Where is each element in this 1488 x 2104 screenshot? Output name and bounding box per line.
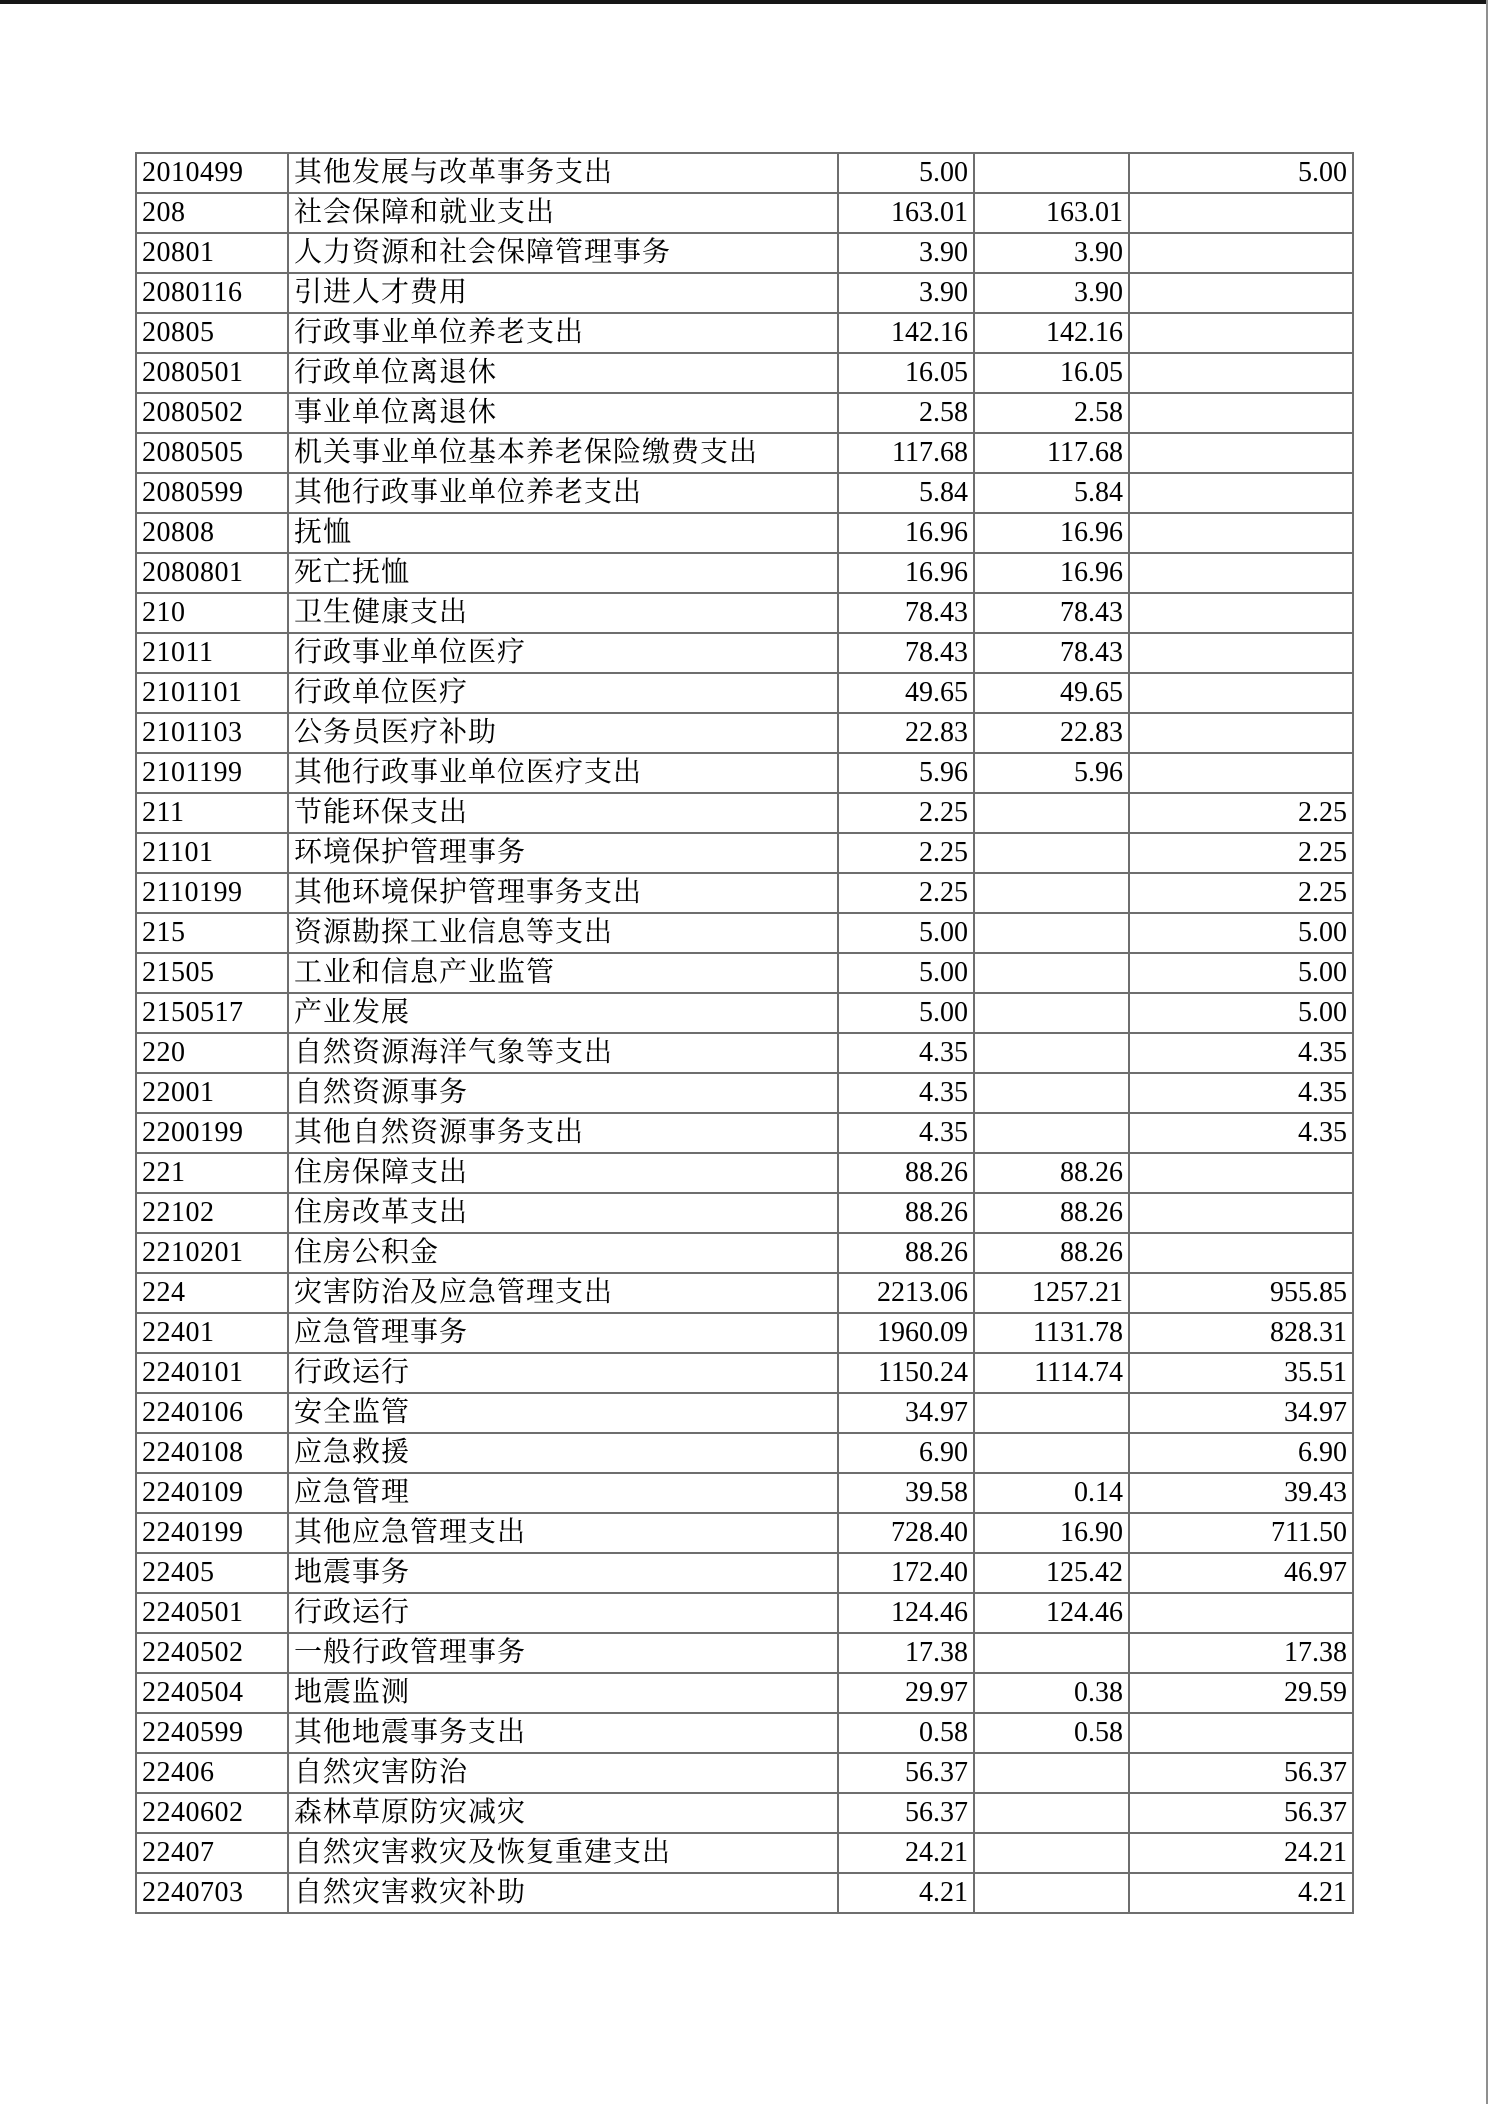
amount-col2-cell: 49.65 — [974, 673, 1129, 713]
amount-col1-cell: 88.26 — [838, 1193, 974, 1233]
table-row — [136, 1713, 1353, 1753]
table-row — [136, 433, 1353, 473]
amount-col1-cell: 78.43 — [838, 633, 974, 673]
amount-col3-cell: 5.00 — [1129, 953, 1353, 993]
amount-col1-cell: 39.58 — [838, 1473, 974, 1513]
code-cell: 2240504 — [136, 1673, 288, 1713]
amount-col1-cell: 1960.09 — [838, 1313, 974, 1353]
table-row — [136, 953, 1353, 993]
amount-col1-cell: 142.16 — [838, 313, 974, 353]
code-cell: 2240602 — [136, 1793, 288, 1833]
name-cell: 工业和信息产业监管 — [288, 953, 838, 993]
amount-col2-cell: 3.90 — [974, 233, 1129, 273]
table-row — [136, 873, 1353, 913]
amount-col1-cell: 2213.06 — [838, 1273, 974, 1313]
amount-col1-cell: 4.35 — [838, 1073, 974, 1113]
code-cell: 2200199 — [136, 1113, 288, 1153]
code-cell: 2240109 — [136, 1473, 288, 1513]
code-cell: 20808 — [136, 513, 288, 553]
name-cell: 卫生健康支出 — [288, 593, 838, 633]
table-row — [136, 1473, 1353, 1513]
amount-col3-cell — [1129, 673, 1353, 713]
amount-col3-cell — [1129, 593, 1353, 633]
amount-col3-cell: 6.90 — [1129, 1433, 1353, 1473]
amount-col3-cell: 4.35 — [1129, 1073, 1353, 1113]
amount-col1-cell: 78.43 — [838, 593, 974, 633]
code-cell: 211 — [136, 793, 288, 833]
table-row — [136, 273, 1353, 313]
amount-col2-cell — [974, 1753, 1129, 1793]
amount-col3-cell — [1129, 473, 1353, 513]
amount-col1-cell: 5.00 — [838, 993, 974, 1033]
code-cell: 2101101 — [136, 673, 288, 713]
name-cell: 自然资源海洋气象等支出 — [288, 1033, 838, 1073]
code-cell: 2240106 — [136, 1393, 288, 1433]
code-cell: 21101 — [136, 833, 288, 873]
amount-col2-cell: 124.46 — [974, 1593, 1129, 1633]
amount-col2-cell — [974, 953, 1129, 993]
amount-col1-cell: 2.58 — [838, 393, 974, 433]
amount-col3-cell: 5.00 — [1129, 153, 1353, 193]
code-cell: 2080502 — [136, 393, 288, 433]
amount-col2-cell: 3.90 — [974, 273, 1129, 313]
name-cell: 社会保障和就业支出 — [288, 193, 838, 233]
table-row — [136, 393, 1353, 433]
amount-col2-cell: 1257.21 — [974, 1273, 1129, 1313]
code-cell: 22406 — [136, 1753, 288, 1793]
table-row — [136, 833, 1353, 873]
amount-col1-cell: 16.05 — [838, 353, 974, 393]
code-cell: 2010499 — [136, 153, 288, 193]
amount-col2-cell: 0.58 — [974, 1713, 1129, 1753]
amount-col3-cell: 2.25 — [1129, 833, 1353, 873]
amount-col3-cell — [1129, 433, 1353, 473]
name-cell: 住房改革支出 — [288, 1193, 838, 1233]
amount-col1-cell: 17.38 — [838, 1633, 974, 1673]
table-row — [136, 313, 1353, 353]
table-row — [136, 1433, 1353, 1473]
code-cell: 22001 — [136, 1073, 288, 1113]
name-cell: 森林草原防灾减灾 — [288, 1793, 838, 1833]
table-row — [136, 673, 1353, 713]
amount-col1-cell: 3.90 — [838, 273, 974, 313]
amount-col2-cell: 16.05 — [974, 353, 1129, 393]
table-row — [136, 233, 1353, 273]
amount-col3-cell — [1129, 353, 1353, 393]
code-cell: 221 — [136, 1153, 288, 1193]
amount-col1-cell: 4.35 — [838, 1113, 974, 1153]
amount-col2-cell — [974, 1073, 1129, 1113]
name-cell: 灾害防治及应急管理支出 — [288, 1273, 838, 1313]
amount-col2-cell — [974, 913, 1129, 953]
code-cell: 21011 — [136, 633, 288, 673]
amount-col1-cell: 49.65 — [838, 673, 974, 713]
amount-col3-cell: 35.51 — [1129, 1353, 1353, 1393]
table-row — [136, 1553, 1353, 1593]
table-row — [136, 713, 1353, 753]
amount-col2-cell — [974, 1793, 1129, 1833]
amount-col2-cell: 1114.74 — [974, 1353, 1129, 1393]
table-row — [136, 193, 1353, 233]
name-cell: 死亡抚恤 — [288, 553, 838, 593]
code-cell: 224 — [136, 1273, 288, 1313]
amount-col1-cell: 4.35 — [838, 1033, 974, 1073]
code-cell: 2240703 — [136, 1873, 288, 1913]
amount-col3-cell: 2.25 — [1129, 873, 1353, 913]
code-cell: 2240501 — [136, 1593, 288, 1633]
amount-col2-cell: 88.26 — [974, 1193, 1129, 1233]
amount-col3-cell — [1129, 513, 1353, 553]
amount-col2-cell — [974, 993, 1129, 1033]
amount-col1-cell: 56.37 — [838, 1753, 974, 1793]
name-cell: 自然资源事务 — [288, 1073, 838, 1113]
table-row — [136, 1033, 1353, 1073]
name-cell: 公务员医疗补助 — [288, 713, 838, 753]
name-cell: 节能环保支出 — [288, 793, 838, 833]
amount-col2-cell — [974, 1873, 1129, 1913]
amount-col3-cell: 2.25 — [1129, 793, 1353, 833]
amount-col1-cell: 728.40 — [838, 1513, 974, 1553]
table-row — [136, 473, 1353, 513]
amount-col3-cell: 56.37 — [1129, 1753, 1353, 1793]
budget-expenditure-table — [135, 152, 1354, 1914]
amount-col1-cell: 22.83 — [838, 713, 974, 753]
name-cell: 资源勘探工业信息等支出 — [288, 913, 838, 953]
amount-col2-cell: 2.58 — [974, 393, 1129, 433]
amount-col2-cell: 142.16 — [974, 313, 1129, 353]
table-row — [136, 1393, 1353, 1433]
amount-col2-cell: 22.83 — [974, 713, 1129, 753]
table-row — [136, 593, 1353, 633]
code-cell: 210 — [136, 593, 288, 633]
name-cell: 安全监管 — [288, 1393, 838, 1433]
code-cell: 2080801 — [136, 553, 288, 593]
amount-col2-cell: 5.96 — [974, 753, 1129, 793]
amount-col3-cell — [1129, 1713, 1353, 1753]
amount-col1-cell: 172.40 — [838, 1553, 974, 1593]
table-row — [136, 1673, 1353, 1713]
amount-col3-cell: 29.59 — [1129, 1673, 1353, 1713]
amount-col3-cell: 5.00 — [1129, 913, 1353, 953]
code-cell: 2210201 — [136, 1233, 288, 1273]
amount-col3-cell: 39.43 — [1129, 1473, 1353, 1513]
amount-col1-cell: 5.84 — [838, 473, 974, 513]
name-cell: 抚恤 — [288, 513, 838, 553]
code-cell: 21505 — [136, 953, 288, 993]
amount-col1-cell: 56.37 — [838, 1793, 974, 1833]
code-cell: 2080505 — [136, 433, 288, 473]
table-row — [136, 913, 1353, 953]
amount-col1-cell: 34.97 — [838, 1393, 974, 1433]
amount-col3-cell: 34.97 — [1129, 1393, 1353, 1433]
amount-col3-cell — [1129, 313, 1353, 353]
amount-col3-cell: 5.00 — [1129, 993, 1353, 1033]
amount-col3-cell — [1129, 393, 1353, 433]
amount-col1-cell: 2.25 — [838, 793, 974, 833]
table-row — [136, 1273, 1353, 1313]
table-row — [136, 153, 1353, 193]
name-cell: 行政运行 — [288, 1353, 838, 1393]
code-cell: 2240101 — [136, 1353, 288, 1393]
amount-col1-cell: 2.25 — [838, 833, 974, 873]
amount-col1-cell: 6.90 — [838, 1433, 974, 1473]
amount-col2-cell: 1131.78 — [974, 1313, 1129, 1353]
amount-col3-cell: 711.50 — [1129, 1513, 1353, 1553]
amount-col3-cell: 4.35 — [1129, 1113, 1353, 1153]
name-cell: 其他地震事务支出 — [288, 1713, 838, 1753]
name-cell: 行政事业单位养老支出 — [288, 313, 838, 353]
amount-col2-cell — [974, 1833, 1129, 1873]
table-row — [136, 1313, 1353, 1353]
name-cell: 行政单位医疗 — [288, 673, 838, 713]
table-row — [136, 1113, 1353, 1153]
amount-col3-cell: 955.85 — [1129, 1273, 1353, 1313]
amount-col1-cell: 117.68 — [838, 433, 974, 473]
table-row — [136, 1753, 1353, 1793]
amount-col1-cell: 124.46 — [838, 1593, 974, 1633]
code-cell: 2150517 — [136, 993, 288, 1033]
amount-col3-cell: 828.31 — [1129, 1313, 1353, 1353]
table-row — [136, 1833, 1353, 1873]
amount-col3-cell — [1129, 273, 1353, 313]
name-cell: 自然灾害救灾及恢复重建支出 — [288, 1833, 838, 1873]
name-cell: 住房公积金 — [288, 1233, 838, 1273]
amount-col3-cell: 4.21 — [1129, 1873, 1353, 1913]
name-cell: 自然灾害救灾补助 — [288, 1873, 838, 1913]
code-cell: 2240599 — [136, 1713, 288, 1753]
table-row — [136, 793, 1353, 833]
amount-col3-cell — [1129, 1593, 1353, 1633]
amount-col2-cell: 117.68 — [974, 433, 1129, 473]
amount-col1-cell: 88.26 — [838, 1153, 974, 1193]
name-cell: 产业发展 — [288, 993, 838, 1033]
name-cell: 机关事业单位基本养老保险缴费支出 — [288, 433, 838, 473]
table-row — [136, 993, 1353, 1033]
amount-col2-cell: 78.43 — [974, 593, 1129, 633]
code-cell: 20805 — [136, 313, 288, 353]
table-row — [136, 553, 1353, 593]
amount-col2-cell: 0.14 — [974, 1473, 1129, 1513]
code-cell: 22407 — [136, 1833, 288, 1873]
amount-col2-cell — [974, 1113, 1129, 1153]
code-cell: 22401 — [136, 1313, 288, 1353]
table-row — [136, 633, 1353, 673]
amount-col3-cell — [1129, 193, 1353, 233]
name-cell: 其他应急管理支出 — [288, 1513, 838, 1553]
amount-col2-cell: 88.26 — [974, 1233, 1129, 1273]
name-cell: 其他环境保护管理事务支出 — [288, 873, 838, 913]
table-row — [136, 1233, 1353, 1273]
amount-col2-cell: 16.96 — [974, 513, 1129, 553]
code-cell: 2240199 — [136, 1513, 288, 1553]
name-cell: 地震监测 — [288, 1673, 838, 1713]
amount-col2-cell — [974, 873, 1129, 913]
amount-col1-cell: 5.96 — [838, 753, 974, 793]
code-cell: 22405 — [136, 1553, 288, 1593]
amount-col2-cell: 16.90 — [974, 1513, 1129, 1553]
amount-col1-cell: 2.25 — [838, 873, 974, 913]
amount-col3-cell — [1129, 233, 1353, 273]
amount-col3-cell — [1129, 553, 1353, 593]
table-row — [136, 1193, 1353, 1233]
amount-col1-cell: 5.00 — [838, 913, 974, 953]
code-cell: 2080501 — [136, 353, 288, 393]
table-row — [136, 1793, 1353, 1833]
amount-col3-cell — [1129, 1193, 1353, 1233]
name-cell: 行政事业单位医疗 — [288, 633, 838, 673]
amount-col1-cell: 16.96 — [838, 553, 974, 593]
table-row — [136, 753, 1353, 793]
name-cell: 人力资源和社会保障管理事务 — [288, 233, 838, 273]
amount-col1-cell: 3.90 — [838, 233, 974, 273]
table-row — [136, 1513, 1353, 1553]
table-row — [136, 1873, 1353, 1913]
amount-col1-cell: 4.21 — [838, 1873, 974, 1913]
code-cell: 20801 — [136, 233, 288, 273]
amount-col1-cell: 88.26 — [838, 1233, 974, 1273]
code-cell: 2101199 — [136, 753, 288, 793]
code-cell: 2240108 — [136, 1433, 288, 1473]
name-cell: 一般行政管理事务 — [288, 1633, 838, 1673]
name-cell: 其他自然资源事务支出 — [288, 1113, 838, 1153]
amount-col2-cell — [974, 793, 1129, 833]
code-cell: 2110199 — [136, 873, 288, 913]
name-cell: 其他行政事业单位医疗支出 — [288, 753, 838, 793]
amount-col3-cell: 4.35 — [1129, 1033, 1353, 1073]
name-cell: 地震事务 — [288, 1553, 838, 1593]
amount-col1-cell: 0.58 — [838, 1713, 974, 1753]
code-cell: 208 — [136, 193, 288, 233]
amount-col3-cell — [1129, 633, 1353, 673]
amount-col3-cell — [1129, 1153, 1353, 1193]
amount-col2-cell — [974, 1033, 1129, 1073]
name-cell: 应急管理事务 — [288, 1313, 838, 1353]
amount-col2-cell: 16.96 — [974, 553, 1129, 593]
amount-col2-cell — [974, 1433, 1129, 1473]
amount-col3-cell: 56.37 — [1129, 1793, 1353, 1833]
name-cell: 事业单位离退休 — [288, 393, 838, 433]
amount-col3-cell: 46.97 — [1129, 1553, 1353, 1593]
table-row — [136, 1633, 1353, 1673]
name-cell: 环境保护管理事务 — [288, 833, 838, 873]
amount-col3-cell — [1129, 1233, 1353, 1273]
table-row — [136, 513, 1353, 553]
amount-col3-cell — [1129, 753, 1353, 793]
table-row — [136, 1073, 1353, 1113]
amount-col1-cell: 1150.24 — [838, 1353, 974, 1393]
amount-col1-cell: 163.01 — [838, 193, 974, 233]
amount-col3-cell — [1129, 713, 1353, 753]
table-row — [136, 1153, 1353, 1193]
amount-col2-cell: 78.43 — [974, 633, 1129, 673]
name-cell: 其他行政事业单位养老支出 — [288, 473, 838, 513]
table-row — [136, 1593, 1353, 1633]
amount-col2-cell: 163.01 — [974, 193, 1129, 233]
code-cell: 2080599 — [136, 473, 288, 513]
name-cell: 自然灾害防治 — [288, 1753, 838, 1793]
amount-col2-cell — [974, 1393, 1129, 1433]
name-cell: 住房保障支出 — [288, 1153, 838, 1193]
name-cell: 引进人才费用 — [288, 273, 838, 313]
name-cell: 其他发展与改革事务支出 — [288, 153, 838, 193]
amount-col1-cell: 5.00 — [838, 153, 974, 193]
code-cell: 2101103 — [136, 713, 288, 753]
amount-col2-cell — [974, 1633, 1129, 1673]
page-top-border — [0, 0, 1488, 4]
amount-col2-cell: 125.42 — [974, 1553, 1129, 1593]
code-cell: 2240502 — [136, 1633, 288, 1673]
code-cell: 220 — [136, 1033, 288, 1073]
amount-col1-cell: 16.96 — [838, 513, 974, 553]
code-cell: 215 — [136, 913, 288, 953]
amount-col1-cell: 24.21 — [838, 1833, 974, 1873]
table-row — [136, 353, 1353, 393]
amount-col1-cell: 5.00 — [838, 953, 974, 993]
amount-col3-cell: 24.21 — [1129, 1833, 1353, 1873]
amount-col2-cell: 5.84 — [974, 473, 1129, 513]
amount-col2-cell — [974, 833, 1129, 873]
amount-col3-cell: 17.38 — [1129, 1633, 1353, 1673]
name-cell: 行政单位离退休 — [288, 353, 838, 393]
amount-col2-cell — [974, 153, 1129, 193]
name-cell: 行政运行 — [288, 1593, 838, 1633]
name-cell: 应急管理 — [288, 1473, 838, 1513]
budget-table-body — [136, 153, 1353, 1913]
amount-col2-cell: 88.26 — [974, 1153, 1129, 1193]
amount-col1-cell: 29.97 — [838, 1673, 974, 1713]
amount-col2-cell: 0.38 — [974, 1673, 1129, 1713]
table-row — [136, 1353, 1353, 1393]
code-cell: 2080116 — [136, 273, 288, 313]
code-cell: 22102 — [136, 1193, 288, 1233]
name-cell: 应急救援 — [288, 1433, 838, 1473]
